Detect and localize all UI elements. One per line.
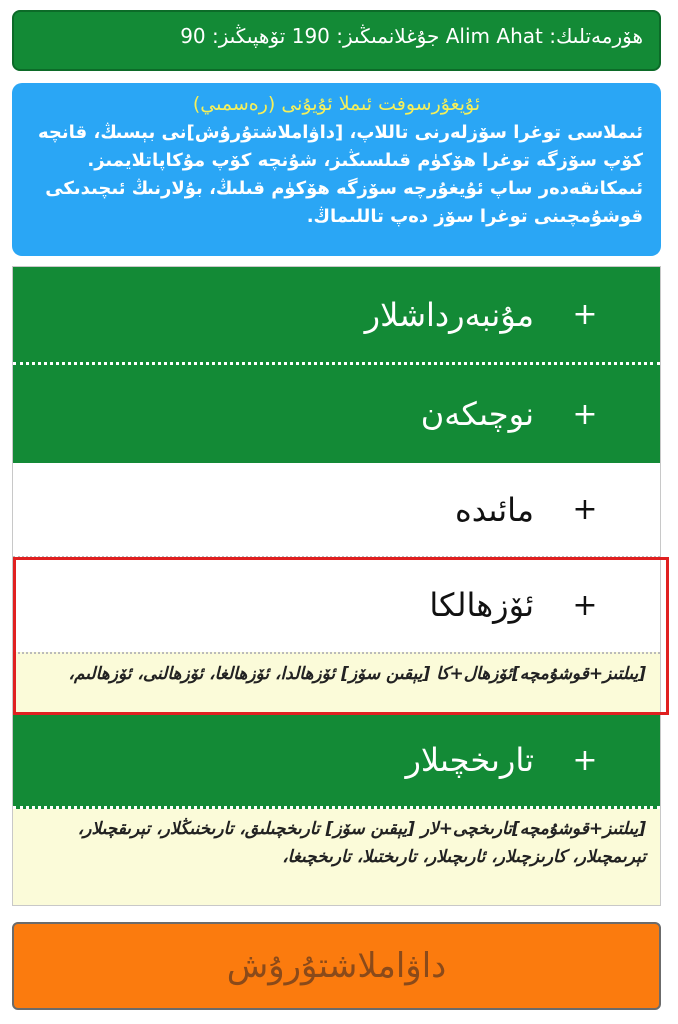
word-item[interactable] [13,267,660,365]
word-label: مۇنبەرداشلار [364,295,534,334]
expand-plus-icon[interactable]: + [572,587,598,623]
expand-plus-icon[interactable]: + [572,742,598,778]
instructions-text: ئىملاسى توغرا سۆزلەرنى تاللاپ، [داۋاملاشتۇرۇش]نى بېسىڭ، قانچە كۆپ سۆزگە توغرا ھۆكۈم قىلسىڭىز، شۇنچە كۆپ مۇكاپاتلايمىز. ئىمكانقەدەر ساپ ئۇيغۇرچە سۆزگە ھۆكۈم قىلىڭ، بۇلارنىڭ ئىچىدىكى قوشۇمچىنى توغرا سۆز دەپ تاللىماڭ. [38,122,643,227]
instructions-title: ئۇيغۇرسوفت ئىملا ئۇيۇنى (رەسمىي) [192,93,481,115]
word-label: نوچىكەن [420,395,534,433]
word-item[interactable] [13,365,660,463]
user-status-bar [12,10,661,71]
continue-button[interactable] [12,922,661,1010]
expand-plus-icon[interactable]: + [572,396,598,432]
word-detail: [يىلتىز+قوشۇمچە]ئۆزھال+كا [يېقىن سۆز] ئۆزھالدا، ئۆزھالغا، ئۆزھالنى، ئۆزھالىم، [13,652,660,714]
word-item[interactable] [13,714,660,809]
expand-plus-icon[interactable]: + [572,492,598,527]
word-item-selected[interactable] [13,558,660,714]
word-detail: [يىلتىز+قوشۇمچە]تارىخچى+لار [يېقىن سۆز] تارىخچىلىق، تارىخنىڭلار، تېرىقچىلار، تېرىمچىلار، كارىزچىلار، ئارىچىلار، تارىختىلا، تارىخچىغا، [13,809,660,906]
word-choice-list [12,266,661,906]
continue-button-label: داۋاملاشتۇرۇش [226,946,447,986]
word-label: مائىدە [454,490,534,529]
word-label: تارىخچىلار [405,741,534,779]
expand-plus-icon[interactable]: + [572,297,598,332]
word-label: ئۆزھالكا [429,586,534,624]
word-item[interactable] [13,463,660,558]
instructions-panel [12,83,661,256]
user-status-text: هۆرمەتلىك: Alim Ahat جۇغلانمىڭىز: 190 تۆھپىڭىز: 90 [180,24,643,48]
